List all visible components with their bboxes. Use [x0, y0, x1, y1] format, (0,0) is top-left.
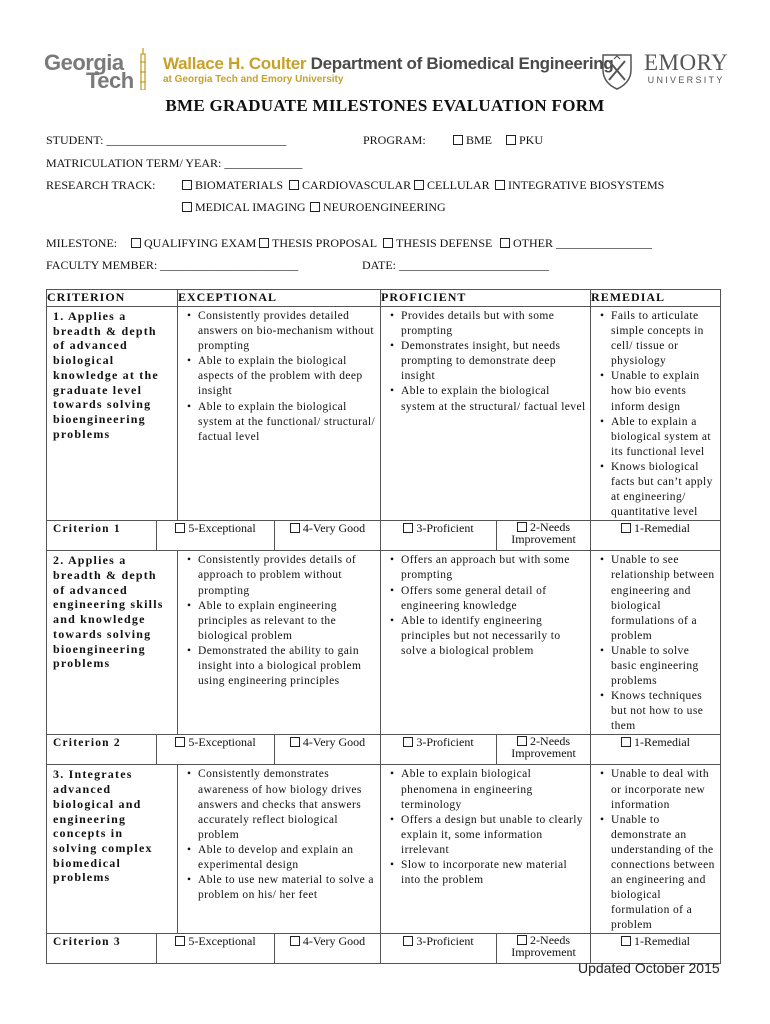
list-item: • Consistently provides details of approach to problem without prompting: [182, 553, 376, 598]
track-option-cellular[interactable]: [414, 178, 490, 193]
rating-option-3[interactable]: [381, 934, 497, 964]
criterion-1-remedial: [591, 307, 721, 521]
rubric-table: [46, 289, 721, 964]
checkbox-icon[interactable]: [259, 238, 269, 248]
checkbox-icon[interactable]: [500, 238, 510, 248]
list-item: • Unable to deal with or incorporate new information: [595, 767, 716, 812]
option-label: 1-Remedial: [634, 735, 691, 750]
checkbox-icon[interactable]: [506, 135, 516, 145]
list-item: • Consistently demonstrates awareness of how biology drives answers and checks that answers accurately reflect biological problem: [182, 767, 376, 842]
checkbox-icon[interactable]: [175, 523, 185, 533]
checkbox-icon[interactable]: [175, 936, 185, 946]
checkbox-icon[interactable]: [182, 180, 192, 190]
milestone-option-proposal[interactable]: [259, 236, 377, 251]
student-field[interactable]: [46, 133, 286, 148]
criterion-2-proficient: [381, 551, 591, 735]
gt-logo-line1: Georgia: [44, 50, 124, 75]
checkbox-icon[interactable]: [517, 522, 527, 532]
option-label-2: Improvement: [511, 945, 576, 960]
checkbox-icon[interactable]: [175, 737, 185, 747]
option-label: 2-Needs: [530, 520, 571, 535]
program-option-bme[interactable]: [453, 133, 492, 148]
option-label-2: Improvement: [511, 746, 576, 761]
header-criterion: CRITERION: [47, 290, 178, 307]
rating-option-4[interactable]: [275, 735, 381, 765]
option-label: 5-Exceptional: [188, 934, 256, 949]
criterion-1-proficient: [381, 307, 591, 521]
list-item: • Able to identify engineering principles but not necessarily to solve a biological problem: [385, 614, 586, 659]
track-option-cardiovascular[interactable]: [289, 178, 411, 193]
list-item: • Unable to see relationship between engineering and biological formulations of a problem: [595, 553, 716, 644]
option-label: NEUROENGINEERING: [323, 200, 446, 214]
rating-option-4[interactable]: [275, 521, 381, 551]
milestone-option-defense[interactable]: [383, 236, 492, 251]
rating-option-2[interactable]: [497, 735, 591, 765]
list-item: • Offers a design but unable to clearly explain it, some information irrelevant: [385, 813, 586, 858]
table-row: [47, 307, 721, 521]
criterion-2-remedial: [591, 551, 721, 735]
checkbox-icon[interactable]: [131, 238, 141, 248]
track-option-neuro[interactable]: [310, 200, 446, 215]
option-label: 1-Remedial: [634, 521, 691, 536]
checkbox-icon[interactable]: [453, 135, 463, 145]
checkbox-icon[interactable]: [290, 737, 300, 747]
option-label: OTHER ________________: [513, 236, 652, 250]
checkbox-icon[interactable]: [495, 180, 505, 190]
emory-shield-icon: [600, 52, 634, 90]
list-item: • Able to explain the biological aspects of the problem with deep insight: [182, 354, 376, 399]
rating-option-1[interactable]: [591, 735, 721, 765]
option-label: 3-Proficient: [416, 934, 474, 949]
list-item: • Offers an approach but with some prompting: [385, 553, 586, 583]
option-label: BIOMATERIALS: [195, 178, 284, 192]
checkbox-icon[interactable]: [517, 935, 527, 945]
rating-option-1[interactable]: [591, 521, 721, 551]
criterion-1-exceptional: [178, 307, 381, 521]
program-label: PROGRAM:: [363, 133, 426, 147]
option-label: PKU: [519, 133, 544, 147]
rating-option-3[interactable]: [381, 735, 497, 765]
rating-option-2[interactable]: [497, 521, 591, 551]
list-item: • Able to explain the biological system at the functional/ structural/ factual level: [182, 400, 376, 445]
list-item: • Knows biological facts but can’t apply at engineering/ quantitative level: [595, 460, 716, 520]
track-option-medical-imaging[interactable]: [182, 200, 306, 215]
list-item: • Offers some general detail of engineering knowledge: [385, 584, 586, 614]
track-option-integrative[interactable]: [495, 178, 664, 193]
criterion-3-description: 3. Integrates advanced biological and engineering concepts in solving complex biomedical problems: [47, 765, 178, 934]
research-track-label: RESEARCH TRACK:: [46, 178, 156, 192]
rating-option-3[interactable]: [381, 521, 497, 551]
option-label: THESIS PROPOSAL: [272, 236, 378, 250]
option-label: MEDICAL IMAGING: [195, 200, 306, 214]
checkbox-icon[interactable]: [403, 936, 413, 946]
checkbox-icon[interactable]: [414, 180, 424, 190]
option-label: INTEGRATIVE BIOSYSTEMS: [508, 178, 665, 192]
criterion-3-label: Criterion 3: [47, 934, 157, 964]
checkbox-icon[interactable]: [182, 202, 192, 212]
date-field[interactable]: DATE: _________________________: [362, 258, 549, 272]
option-label: CARDIOVASCULAR: [302, 178, 412, 192]
faculty-member-field[interactable]: FACULTY MEMBER: _______________________: [46, 258, 299, 272]
table-row: [47, 551, 721, 735]
student-label: STUDENT: ______________________________: [46, 133, 287, 147]
emory-university: UNIVERSITY: [647, 75, 725, 85]
list-item: • Unable to explain how bio events inform design: [595, 369, 716, 414]
list-item: • Demonstrated the ability to gain insight into a biological problem using engineering principles: [182, 644, 376, 689]
checkbox-icon[interactable]: [621, 936, 631, 946]
checkbox-icon[interactable]: [517, 736, 527, 746]
option-label: CELLULAR: [427, 178, 490, 192]
footer-updated-date: Updated October 2015: [578, 960, 720, 976]
list-item: • Able to develop and explain an experimental design: [182, 843, 376, 873]
option-label: 5-Exceptional: [188, 521, 256, 536]
checkbox-icon[interactable]: [403, 737, 413, 747]
header-exceptional: EXCEPTIONAL: [178, 290, 381, 307]
checkbox-icon[interactable]: [290, 523, 300, 533]
rating-option-2[interactable]: [497, 934, 591, 964]
list-item: • Slow to incorporate new material into the problem: [385, 858, 586, 888]
rating-option-5[interactable]: [157, 735, 275, 765]
checkbox-icon[interactable]: [289, 180, 299, 190]
criterion-3-proficient: [381, 765, 591, 934]
emory-name: EMORY: [644, 50, 729, 75]
option-label: 1-Remedial: [634, 934, 691, 949]
option-label-2: Improvement: [511, 532, 576, 547]
coulter-department-logo: [163, 54, 613, 86]
milestone-label: MILESTONE:: [46, 236, 118, 250]
criterion-1-description: 1. Applies a breadth & depth of advanced biological knowledge at the graduate level towards solving bioengineering problems: [47, 307, 178, 521]
milestone-option-other[interactable]: [500, 236, 652, 251]
option-label: BME: [466, 133, 493, 147]
rating-option-5[interactable]: [157, 521, 275, 551]
criterion-2-exceptional: [178, 551, 381, 735]
table-row: [47, 765, 721, 934]
list-item: • Demonstrates insight, but needs prompting to demonstrate deep insight: [385, 339, 586, 384]
criterion-1-rating-row: [47, 521, 721, 551]
option-label: 3-Proficient: [416, 521, 474, 536]
criterion-2-label: Criterion 2: [47, 735, 157, 765]
criterion-3-exceptional: [178, 765, 381, 934]
track-option-biomaterials[interactable]: [182, 178, 283, 193]
option-label: 4-Very Good: [302, 521, 366, 536]
list-item: • Unable to demonstrate an understanding of the connections between an engineering and biological formulation of a problem: [595, 813, 716, 934]
checkbox-icon[interactable]: [621, 737, 631, 747]
list-item: • Fails to articulate simple concepts in cell/ tissue or physiology: [595, 309, 716, 369]
option-label: 4-Very Good: [302, 735, 366, 750]
checkbox-icon[interactable]: [403, 523, 413, 533]
coulter-subtitle: at Georgia Tech and Emory University: [163, 74, 344, 85]
coulter-name: Wallace H. Coulter: [163, 54, 307, 73]
option-label: 2-Needs: [530, 933, 571, 948]
milestone-option-qualifying[interactable]: [131, 236, 256, 251]
header-proficient: PROFICIENT: [381, 290, 591, 307]
option-label: 4-Very Good: [302, 934, 366, 949]
program-option-pku[interactable]: [506, 133, 543, 148]
option-label: 2-Needs: [530, 734, 571, 749]
list-item: • Provides details but with some prompting: [385, 309, 586, 339]
letterhead: [0, 0, 770, 100]
criterion-3-remedial: [591, 765, 721, 934]
coulter-dept: Department of Biomedical Engineering: [306, 54, 614, 73]
list-item: • Able to explain the biological system at the structural/ factual level: [385, 384, 586, 414]
rating-option-4[interactable]: [275, 934, 381, 964]
checkbox-icon[interactable]: [310, 202, 320, 212]
list-item: • Consistently provides detailed answers on bio-mechanism without prompting: [182, 309, 376, 354]
checkbox-icon[interactable]: [621, 523, 631, 533]
list-item: • Able to explain a biological system at its functional level: [595, 415, 716, 460]
list-item: • Knows techniques but not how to use them: [595, 689, 716, 734]
list-item: • Able to explain engineering principles as relevant to the biological problem: [182, 599, 376, 644]
list-item: • Able to explain biological phenomena in engineering terminology: [385, 767, 586, 812]
option-label: THESIS DEFENSE: [396, 236, 493, 250]
georgia-tech-logo: [44, 52, 139, 92]
criterion-2-description: 2. Applies a breadth & depth of advanced engineering skills and knowledge towards solving bioengineering problems: [47, 551, 178, 735]
checkbox-icon[interactable]: [290, 936, 300, 946]
form-title: BME GRADUATE MILESTONES EVALUATION FORM: [165, 96, 605, 115]
option-label: 5-Exceptional: [188, 735, 256, 750]
criterion-2-rating-row: [47, 735, 721, 765]
list-item: • Able to use new material to solve a problem on his/ her feet: [182, 873, 376, 903]
checkbox-icon[interactable]: [383, 238, 393, 248]
matriculation-field[interactable]: MATRICULATION TERM/ YEAR: _____________: [46, 156, 303, 170]
criterion-1-label: Criterion 1: [47, 521, 157, 551]
option-label: QUALIFYING EXAM: [144, 236, 257, 250]
table-header-row: [47, 290, 721, 307]
header-remedial: REMEDIAL: [591, 290, 721, 307]
gt-logo-line2: Tech: [86, 68, 134, 93]
option-label: 3-Proficient: [416, 735, 474, 750]
rating-option-5[interactable]: [157, 934, 275, 964]
list-item: • Unable to solve basic engineering problems: [595, 644, 716, 689]
emory-logo: [644, 52, 728, 86]
tower-icon: [137, 48, 149, 90]
